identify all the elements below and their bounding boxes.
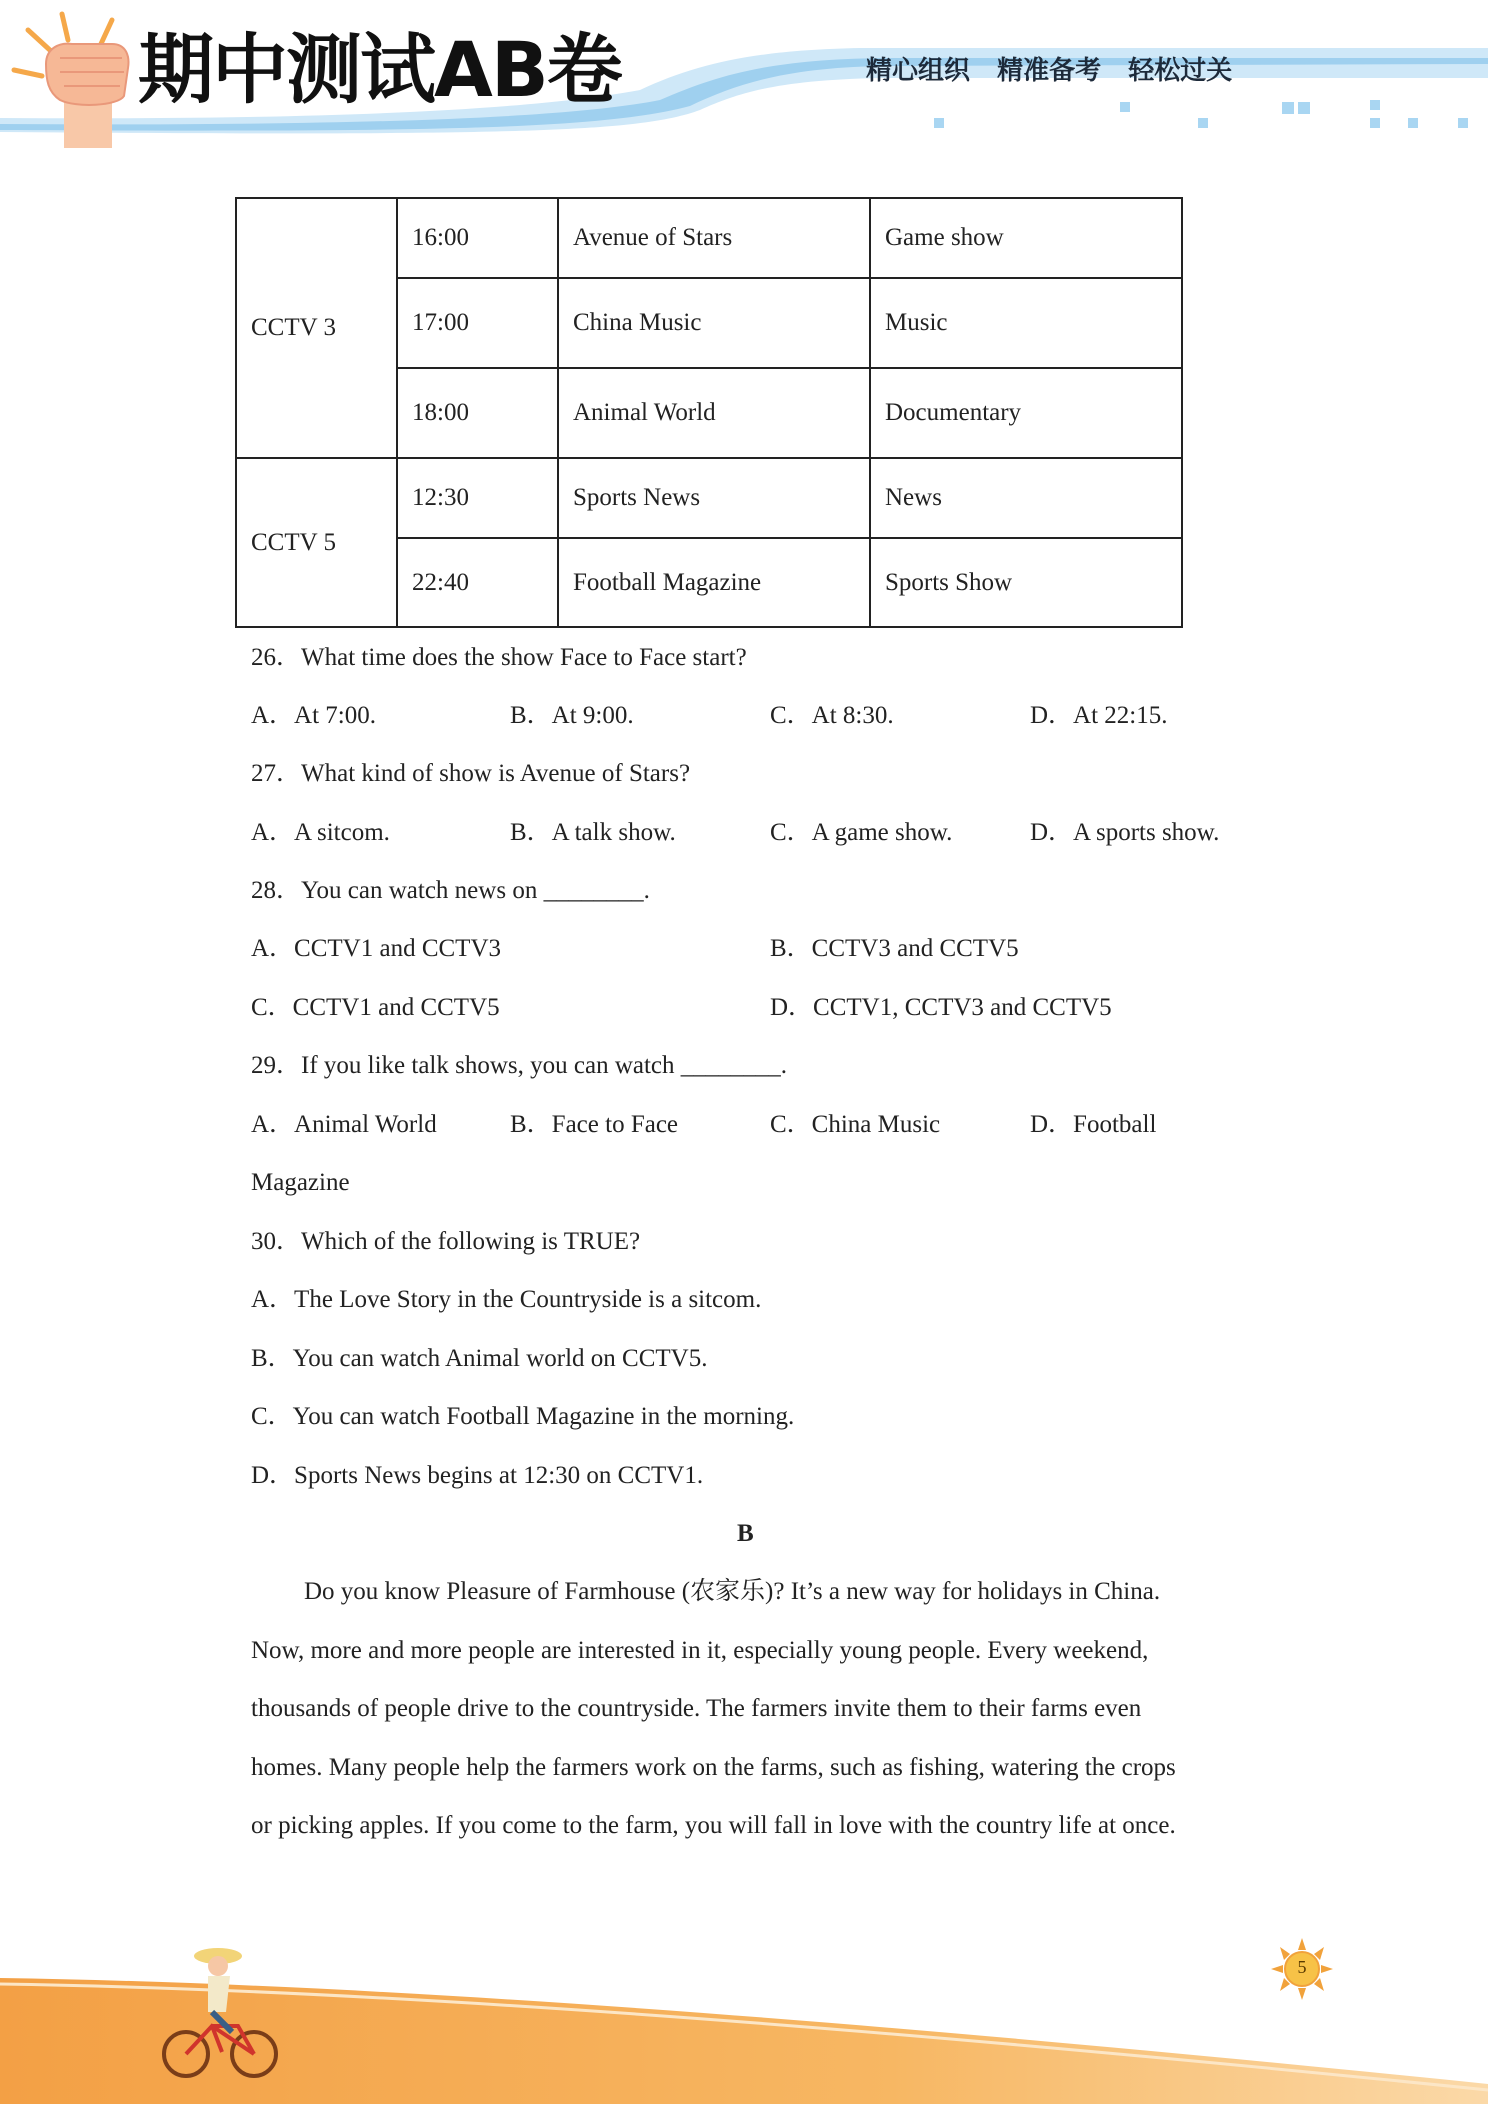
show-cell: Avenue of Stars — [558, 198, 870, 278]
header-title: 期中测试AB卷 — [138, 25, 621, 114]
section-b-paragraph-line: homes. Many people help the farmers work on the farms, such as fishing, watering the crops — [251, 1754, 1176, 1781]
question-28-option-c[interactable]: C．CCTV1 and CCTV5 — [251, 994, 500, 1021]
channel-cell: CCTV 3 — [236, 198, 397, 458]
question-29-stem: 29．If you like talk shows, you can watch ________. — [251, 1052, 788, 1079]
question-26-option-b[interactable]: B．At 9:00. — [510, 702, 634, 729]
table-row — [236, 198, 1182, 278]
page-footer — [0, 1920, 1488, 2104]
section-b-paragraph-line: thousands of people drive to the countryside. The farmers invite them to their farms even — [251, 1695, 1142, 1722]
time-cell: 18:00 — [397, 368, 558, 458]
question-30-option-d[interactable]: D．Sports News begins at 12:30 on CCTV1. — [251, 1462, 704, 1489]
page-number: 5 — [1297, 1957, 1307, 1977]
page-header — [0, 0, 1488, 150]
question-30-stem: 30．Which of the following is TRUE? — [251, 1228, 641, 1255]
question-28-option-d[interactable]: D．CCTV1, CCTV3 and CCTV5 — [770, 994, 1112, 1021]
channel-cell: CCTV 5 — [236, 458, 397, 627]
question-29-option-b[interactable]: B．Face to Face — [510, 1111, 679, 1138]
question-28-option-a[interactable]: A．CCTV1 and CCTV3 — [251, 935, 502, 962]
section-b-paragraph-line: or picking apples. If you come to the farm, you will fall in love with the country life at once. — [251, 1812, 1176, 1839]
question-29-option-d[interactable]: D．Football — [1030, 1111, 1157, 1138]
time-cell: 16:00 — [397, 198, 558, 278]
show-cell: Sports News — [558, 458, 870, 538]
type-cell: Game show — [870, 198, 1182, 278]
question-27-stem: 27．What kind of show is Avenue of Stars? — [251, 760, 691, 787]
question-29-option-d-continuation: Magazine — [251, 1169, 350, 1196]
time-cell: 22:40 — [397, 538, 558, 627]
show-cell: Animal World — [558, 368, 870, 458]
section-b-heading: B — [737, 1520, 754, 1547]
question-26-option-a[interactable]: A．At 7:00. — [251, 702, 377, 729]
question-28-stem: 28．You can watch news on ________. — [251, 877, 650, 904]
question-30-option-b[interactable]: B．You can watch Animal world on CCTV5. — [251, 1345, 708, 1372]
type-cell: News — [870, 458, 1182, 538]
question-29-option-c[interactable]: C．China Music — [770, 1111, 941, 1138]
time-cell: 17:00 — [397, 278, 558, 368]
section-b-paragraph-line: Now, more and more people are interested in it, especially young people. Every weekend, — [251, 1637, 1149, 1664]
question-26-option-c[interactable]: C．At 8:30. — [770, 702, 894, 729]
question-26-stem: 26．What time does the show Face to Face start? — [251, 644, 747, 671]
table-row — [236, 458, 1182, 538]
type-cell: Documentary — [870, 368, 1182, 458]
type-cell: Music — [870, 278, 1182, 368]
show-cell: Football Magazine — [558, 538, 870, 627]
show-cell: China Music — [558, 278, 870, 368]
question-30-option-a[interactable]: A．The Love Story in the Countryside is a sitcom. — [251, 1286, 762, 1313]
footer-banner-graphic — [0, 1920, 1488, 2104]
question-26-option-d[interactable]: D．At 22:15. — [1030, 702, 1168, 729]
question-30-option-c[interactable]: C．You can watch Football Magazine in the morning. — [251, 1403, 795, 1430]
question-27-option-c[interactable]: C．A game show. — [770, 819, 953, 846]
question-27-option-b[interactable]: B．A talk show. — [510, 819, 676, 846]
question-29-option-a[interactable]: A．Animal World — [251, 1111, 437, 1138]
question-27-option-a[interactable]: A．A sitcom. — [251, 819, 390, 846]
section-b-paragraph-line: Do you know Pleasure of Farmhouse (农家乐)? It’s a new way for holidays in China. — [304, 1578, 1161, 1605]
time-cell: 12:30 — [397, 458, 558, 538]
type-cell: Sports Show — [870, 538, 1182, 627]
question-28-option-b[interactable]: B．CCTV3 and CCTV5 — [770, 935, 1019, 962]
tv-schedule-table — [235, 197, 1183, 628]
header-slogan: 精心组织 精准备考 轻松过关 — [866, 56, 1233, 86]
question-27-option-d[interactable]: D．A sports show. — [1030, 819, 1220, 846]
